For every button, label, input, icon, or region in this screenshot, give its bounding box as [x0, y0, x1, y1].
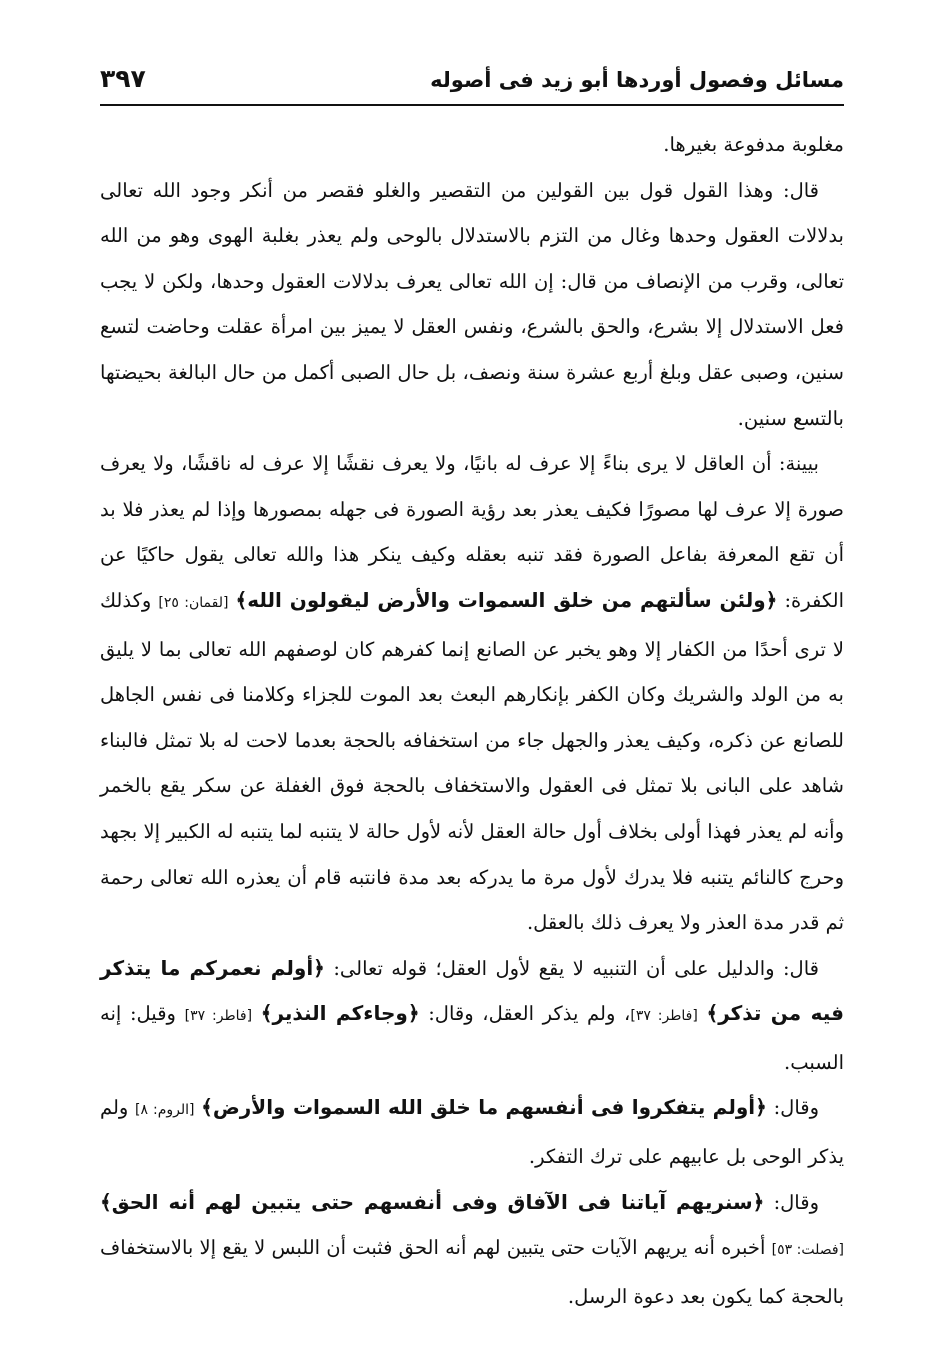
- paragraph-continuation: [100, 122, 844, 168]
- text-segment: وقال:: [764, 1190, 819, 1214]
- verse-reference: [فاطر: ٣٧]: [630, 1008, 698, 1025]
- verse-reference: [فاطر: ٣٧]: [184, 1008, 253, 1025]
- page-header: [100, 64, 844, 104]
- text-segment: بيينة: أن العاقل لا يرى بناءً إلا عرف له بانيًا، ولا يعرف نقشًا إلا عرف له ناقشًا، ولا يعرف صورة إلا عرف لها مصورًا فكيف يعذر بعد رؤية الصورة فى جهله بمصورها وإذا لم يعذر فلا بد أن تقع المعرفة بفاعل الصورة فقد تنبه بعقله وكيف ينكر هذا والله تعالى يقول حاكيًا عن الكفرة:: [100, 452, 845, 612]
- text-segment: ، ولم يذكر العقل، وقال:: [419, 1002, 631, 1026]
- text-segment: [228, 589, 235, 612]
- body-text: [100, 122, 844, 1319]
- quran-verse: ﴿وجاءكم النذير﴾: [260, 1001, 420, 1026]
- text-segment: وقال:: [766, 1096, 820, 1120]
- paragraph: [100, 441, 844, 946]
- quran-verse: ﴿أولم نعمركم ما يتذكر فيه من تذكر﴾: [100, 955, 844, 1026]
- text-segment: أخبره أنه يريهم الآيات حتى يتبين لهم أنه الحق فثبت أن اللبس لا يقع إلا بالاستخفاف بالحجة كما يكون بعد دعوة الرسل.: [100, 1236, 844, 1308]
- verse-reference: [لقمان: ٢٥]: [158, 594, 229, 611]
- header-rule: [100, 104, 844, 106]
- paragraph: [100, 1180, 844, 1320]
- text-segment: وقيل: إنه السبب.: [100, 1002, 844, 1074]
- text-segment: قال: وهذا القول قول بين القولين من التقصير والغلو فقصر من أنكر وجود الله تعالى بدلالات العقول وحدها وغال من التزم بالاستدلال بالوحى ولم يعذر بغلبة الهوى وهو من الله تعالى، وقرب من الإنصاف من قال: إن الله تعالى يعرف بدلالات العقول وحدها، ولكن لا يجب فعل الاستدلال إلا بشرع، والحق بالشرع، ونفس العقل لا يميز بين امرأة عقلت وحاضت لتسع سنين، وصبى عقل وبلغ أربع عشرة سنة ونصف، بل حال الصبى أكمل من حال البالغة بحيضتها بالتسع سنين.: [100, 178, 844, 430]
- text-segment: وكذلك لا ترى أحدًا من الكفار إلا وهو يخبر عن الصانع إنما كفرهم كان لوصفهم الله تعالى بما لا يليق به من الولد والشريك وكان الكفر بإنكارهم البعث بعد الموت للجزاء وكلامنا فى نفس الجاهل للصانع عن ذكره، وكيف يعذر والجهل جاء من استخفافه بالحجة بعدما لاحت له بلا تمثل فالبناء شاهد على البانى بلا تمثل فى العقول والاستخفاف بالحجة فوق الغفلة عن سكر يقع بالخمر وأنه لم يعذر فهذا أولى بخلاف أول حالة العقل لأنه لأول حالة لا يتنبه لما يتنبه له الكبير إلا بجهد وحرج كالنائم يتنبه فلا يدرك لأول مرة ما يدركه بعد مدة فانتبه قام أن يعذره الله تعالى رحمة ثم قدر مدة العذر ولا يعرف ذلك بالعقل.: [100, 588, 844, 935]
- paragraph: [100, 168, 844, 442]
- text-segment: ولم يذكر الوحى بل عابيهم على ترك التفكر.: [100, 1096, 844, 1169]
- quran-verse: ﴿أولم يتفكروا فى أنفسهم ما خلق الله السموات والأرض﴾: [201, 1095, 767, 1120]
- quran-verse: ﴿ولئن سألتهم من خلق السموات والأرض ليقولون الله﴾: [235, 587, 778, 612]
- text-segment: قال: والدليل على أن التنبيه لا يقع لأول العقل؛ قوله تعالى:: [324, 956, 819, 980]
- paragraph: [100, 1085, 844, 1179]
- paragraph: [100, 946, 844, 1086]
- verse-reference: [الروم: ٨]: [135, 1102, 195, 1119]
- page-number: ٣٩٧: [100, 64, 146, 93]
- quran-verse: ﴿سنريهم آياتنا فى الآفاق وفى أنفسهم حتى يتبين لهم أنه الحق﴾: [100, 1189, 765, 1214]
- text-segment: [252, 1002, 261, 1025]
- running-title: مسائل وفصول أوردها أبو زيد فى أصوله: [430, 68, 844, 92]
- text-segment: مغلوبة مدفوعة بغيرها.: [663, 133, 844, 156]
- verse-reference: [فصلت: ٥٣]: [771, 1242, 844, 1259]
